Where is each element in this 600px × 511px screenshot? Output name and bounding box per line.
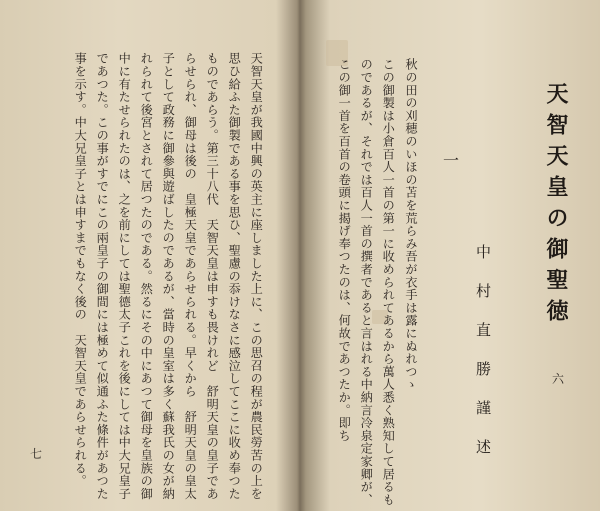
left-text-column-2: 思ひ給ふた御製である事を思ひ、聖慮の忝けなさに感泣してここに收め奉つた [227, 52, 242, 500]
author-line: 中村直勝謹述 [474, 244, 492, 478]
left-text-column-3: ものであらう。第三十八代 天智天皇は申すも畏けれど 舒明天皇の皇子であ [205, 52, 220, 500]
left-text-column-4: らせられ、御母は後の 皇極天皇であらせられる。早くから 舒明天皇の皇太 [183, 52, 198, 500]
section-mark: 一 [443, 151, 460, 170]
right-text-column-3: この御一首を百首の卷頭に揭げ奉つたのは、何故であつたか。即ち [337, 58, 352, 442]
right-text-column-2: のであるが、それでは百人一首の撰者であると言はれる中納言冷泉定家卿が、 [359, 58, 374, 506]
left-text-column-7: 中に有たせられたのは、之を前にしては聖德太子これを後にしては中大兄皇子 [117, 52, 132, 500]
left-text-column-8: であつた。この事がすでにこの兩皇子の御間には極めて似通ふた條件があつた [95, 52, 110, 500]
left-text-column-6: れられて後宮とされて居つたのである。然るにその中にあつて御母を皇族の御 [139, 52, 154, 500]
right-page-number: 六 [552, 372, 565, 386]
left-text-column-1: 天智天皇が我國中興の英主に座しました上に、この思召の程が農民勞苦の上を [249, 52, 264, 500]
article-title: 天智天皇の御聖徳 [543, 82, 569, 330]
left-text-column-5: 子として政務に御參與遊ばしたのであるが、當時の皇室は多く蘇我氏の女が納 [161, 52, 176, 500]
poem-line: 秋の田の刈穂のいほの苫を荒らみ吾が衣手は露にぬれつゝ [404, 58, 418, 391]
right-page [304, 0, 600, 511]
left-page [0, 0, 296, 511]
left-page-number: 七 [30, 447, 43, 461]
right-text-column-1: この御製は小倉百人一首の第一に收められてあるから萬人悉く熟知して居るも [381, 58, 396, 506]
left-text-column-9: 事を示す。中大兄皇子とは申すまでもなく後の 天智天皇であらせられる。 [73, 52, 88, 488]
